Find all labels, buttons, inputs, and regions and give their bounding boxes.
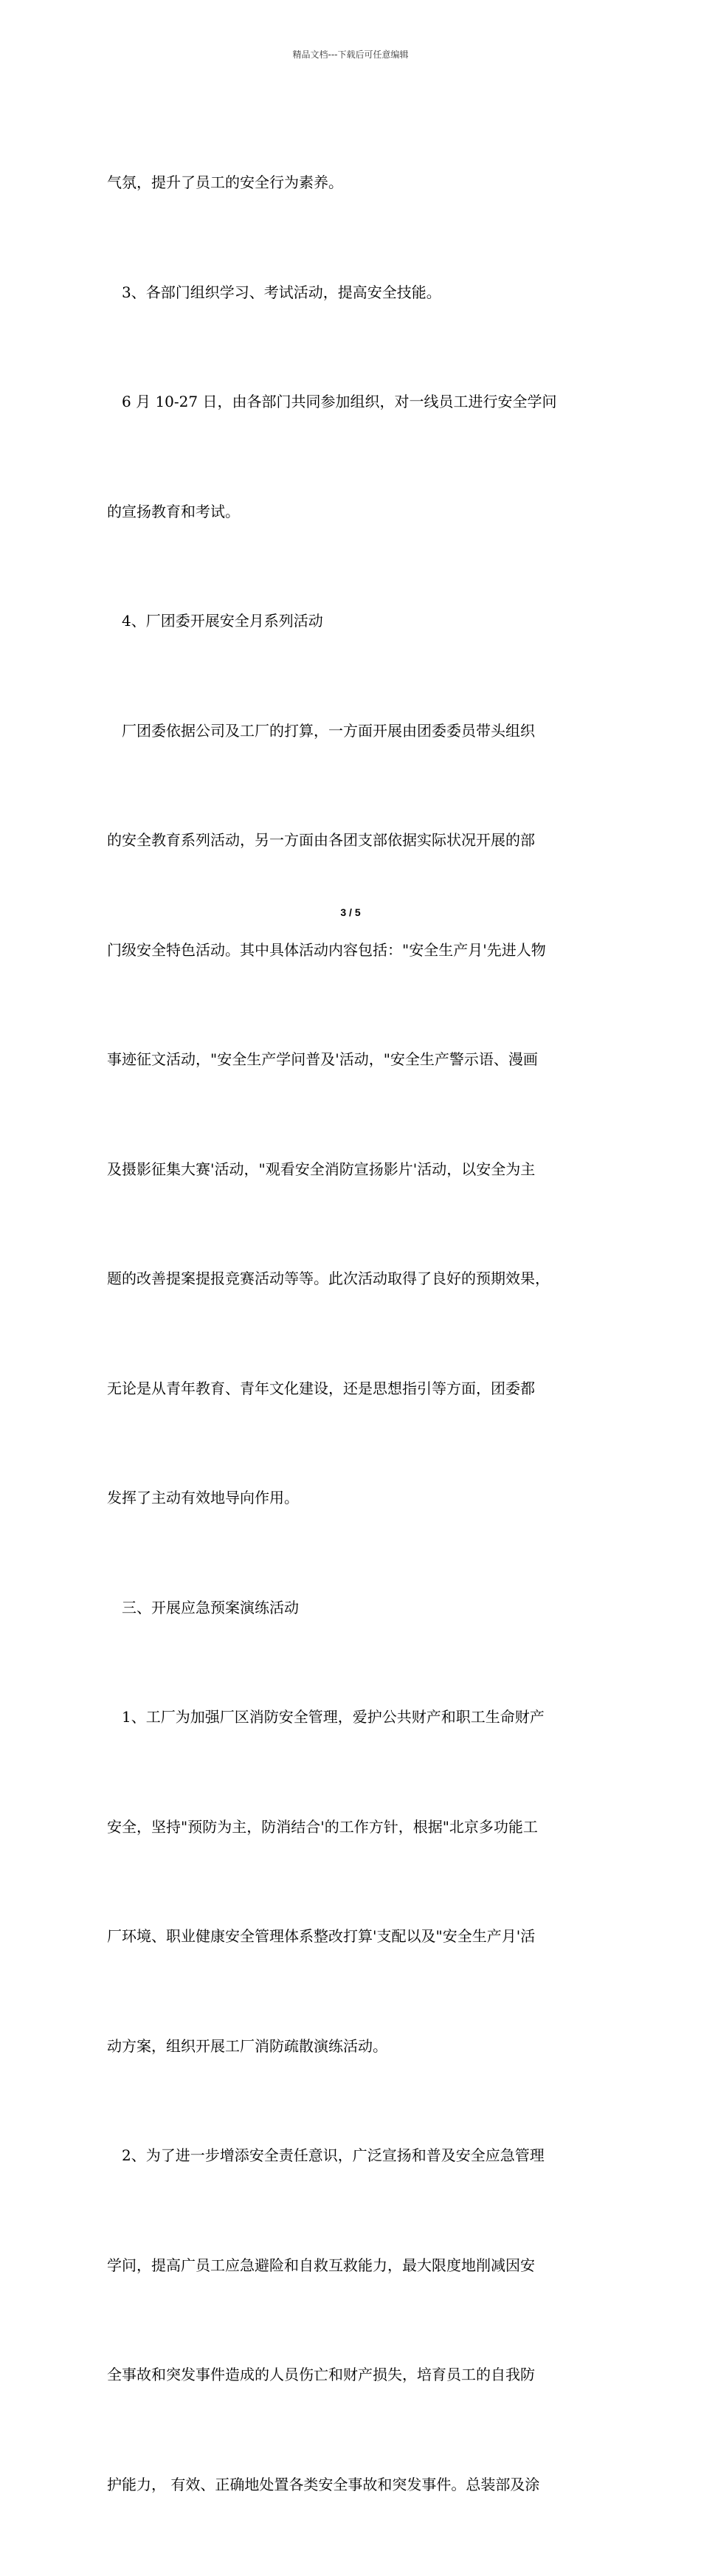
page-number: 3 / 5 bbox=[340, 906, 361, 918]
text-line: 厂团委依据公司及工厂的打算，一方面开展由团委委员带头组织 bbox=[122, 721, 535, 740]
body-text bbox=[107, 92, 603, 2576]
page-header: 精品文档---下载后可任意编辑 bbox=[292, 49, 409, 60]
text-line: 厂环境、职业健康安全管理体系整改打算'支配以及"安全生产月'活 bbox=[107, 1927, 536, 1945]
text-line: 动方案，组织开展工厂消防疏散演练活动。 bbox=[107, 2036, 387, 2055]
text-line: 3、各部门组织学习、考试活动，提高安全技能。 bbox=[122, 283, 441, 301]
text-line: 题的改善提案提报竞赛活动等等。此次活动取得了良好的预期效果， bbox=[107, 1270, 550, 1287]
text-line: 2、为了进一步增添安全责任意识，广泛宣扬和普及安全应急管理 bbox=[122, 2146, 545, 2164]
section-heading: 三、开展应急预案演练活动 bbox=[122, 1598, 299, 1616]
text-line: 的安全教育系列活动，另一方面由各团支部依据实际状况开展的部 bbox=[107, 831, 535, 849]
text-line: 安全，坚持"预防为主，防消结合'的工作方针，根据"北京多功能工 bbox=[107, 1817, 538, 1836]
text-line: 的宣扬教育和考试。 bbox=[107, 502, 240, 520]
text-line: 学问，提高广员工应急避险和自救互救能力，最大限度地削减因安 bbox=[107, 2256, 535, 2274]
text-line: 无论是从青年教育、青年文化建设，还是思想指引等方面，团委都 bbox=[107, 1379, 535, 1397]
text-line: 门级安全特色活动。其中具体活动内容包括："安全生产月'先进人物 bbox=[107, 940, 546, 959]
text-line: 及摄影征集大赛'活动，"观看安全消防宣扬影片'活动，以安全为主 bbox=[107, 1160, 536, 1178]
text-line: 发挥了主动有效地导向作用。 bbox=[107, 1489, 299, 1506]
text-line: 6 月 10-27 日，由各部门共同参加组织，对一线员工进行安全学问 bbox=[122, 393, 557, 410]
text-line: 气氛，提升了员工的安全行为素养。 bbox=[107, 173, 343, 191]
text-line: 4、厂团委开展安全月系列活动 bbox=[122, 612, 323, 630]
text-line: 事迹征文活动，"安全生产学问普及'活动，"安全生产警示语、漫画 bbox=[107, 1050, 538, 1068]
document-body bbox=[107, 92, 603, 2576]
text-line: 全事故和突发事件造成的人员伤亡和财产损失，培育员工的自我防 bbox=[107, 2366, 535, 2383]
text-line: 护能力， 有效、正确地处置各类安全事故和突发事件。总装部及涂 bbox=[107, 2475, 540, 2493]
text-line: 1、工厂为加强厂区消防安全管理，爱护公共财产和职工生命财产 bbox=[122, 1708, 545, 1726]
